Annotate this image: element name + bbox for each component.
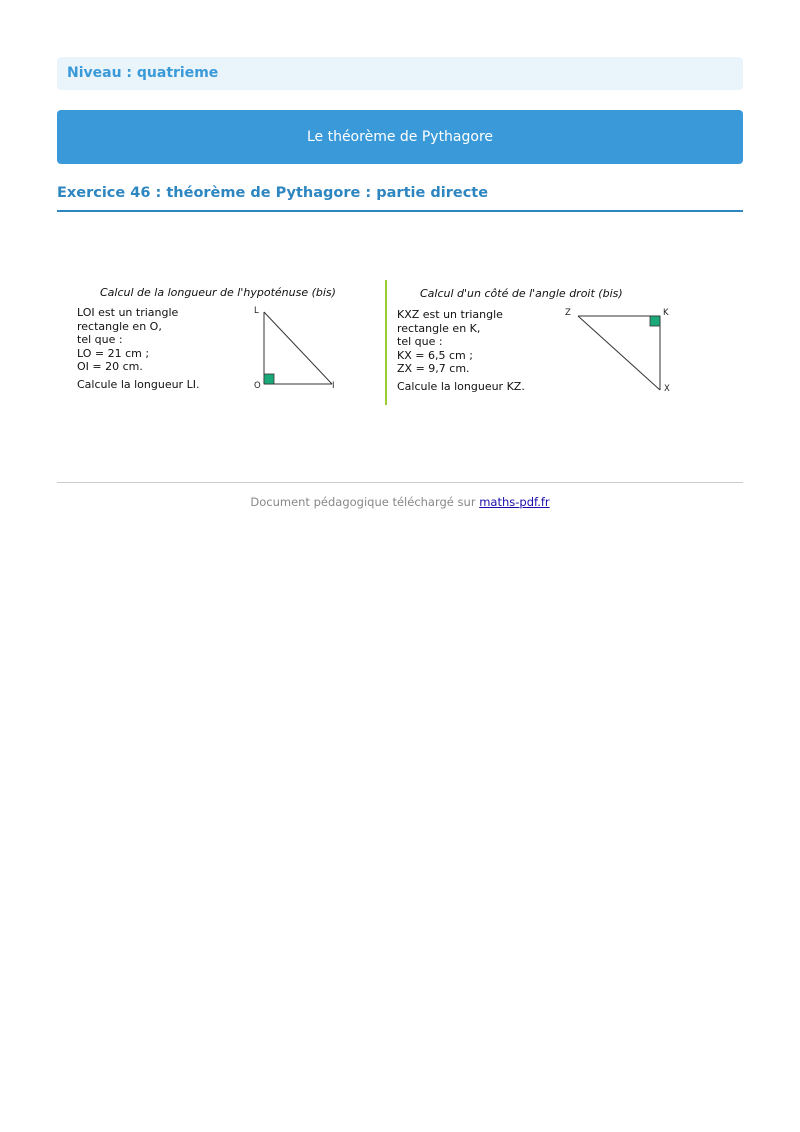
panel-divider	[385, 280, 387, 405]
vertex-label-i: I	[332, 381, 335, 391]
statement-line: tel que :	[397, 335, 443, 348]
right-panel-title: Calcul d'un côté de l'angle droit (bis)	[420, 287, 623, 300]
statement-line: LOI est un triangle	[77, 306, 179, 319]
question-line: Calcule la longueur LI.	[77, 377, 200, 391]
footer-divider	[57, 482, 743, 483]
statement-line: rectangle en O,	[77, 319, 162, 333]
statement-line: KXZ est un triangle	[397, 308, 503, 321]
triangle-loi	[250, 306, 350, 388]
statement-line: tel que :	[77, 333, 123, 346]
vertex-label-l: L	[254, 306, 259, 316]
vertex-label-k: K	[663, 308, 669, 318]
exercise-title: Exercice 46 : théorème de Pythagore : partie directe	[57, 185, 743, 212]
statement-line: rectangle en K,	[397, 321, 481, 335]
left-panel-statement	[77, 306, 199, 391]
statement-line: OI = 20 cm.	[77, 360, 143, 373]
vertex-label-x: X	[664, 384, 670, 394]
vertex-label-z: Z	[565, 308, 571, 318]
left-panel-title: Calcul de la longueur de l'hypoténuse (bis)	[100, 286, 336, 299]
footer	[57, 495, 743, 509]
right-angle-marker	[264, 374, 274, 384]
triangle-kxz	[570, 308, 670, 394]
right-panel-statement	[397, 308, 525, 393]
chapter-banner: Le théorème de Pythagore	[57, 110, 743, 164]
vertex-label-o: O	[254, 381, 261, 391]
right-angle-marker	[650, 316, 660, 326]
statement-line: KX = 6,5 cm ;	[397, 348, 473, 362]
exercise-figure	[70, 278, 690, 408]
side-li	[264, 312, 332, 384]
level-label: Niveau : quatrieme	[57, 57, 743, 90]
footer-text: Document pédagogique téléchargé sur	[250, 495, 480, 509]
side-zx	[578, 316, 660, 390]
question-line: Calcule la longueur KZ.	[397, 379, 525, 393]
statement-line: LO = 21 cm ;	[77, 346, 150, 360]
statement-line: ZX = 9,7 cm.	[397, 362, 470, 375]
site-link[interactable]: maths-pdf.fr	[479, 495, 550, 509]
